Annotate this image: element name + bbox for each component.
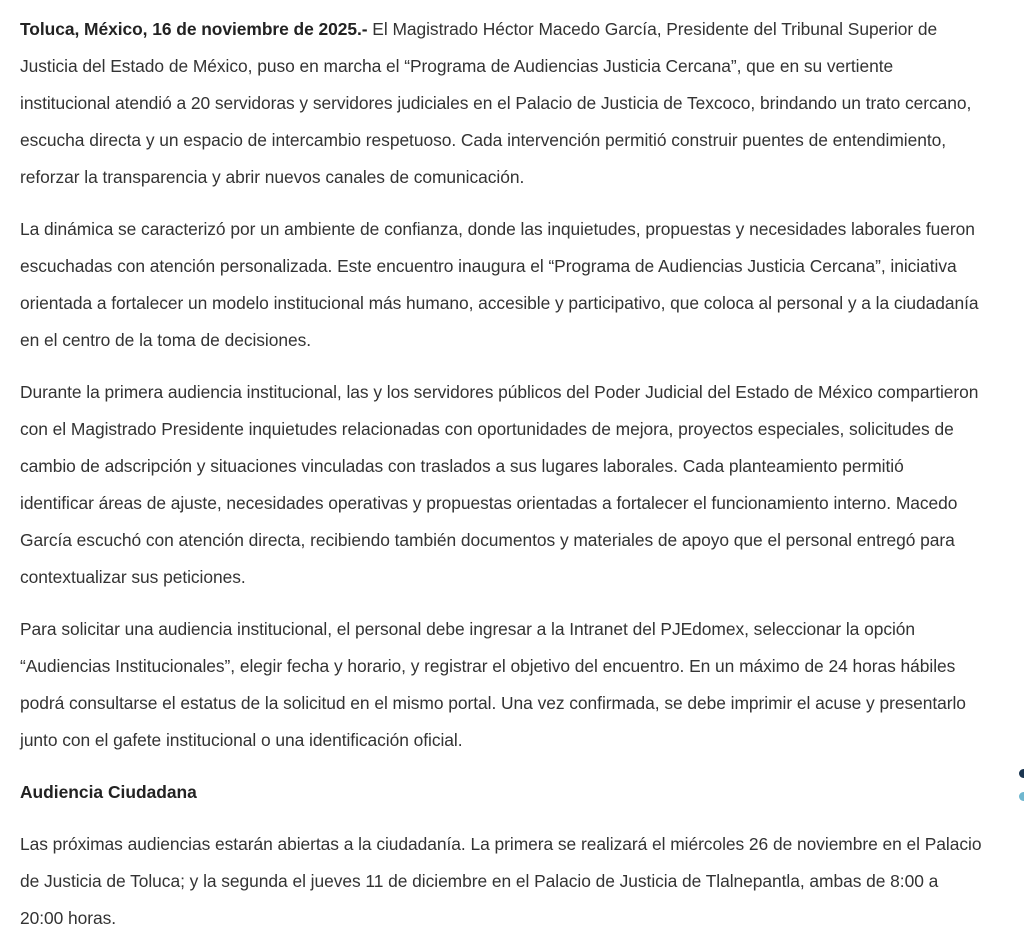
paragraph-intro-text: El Magistrado Héctor Macedo García, Presidente del Tribunal Superior de Justicia del Estado de México, puso en marcha el “Programa de Audiencias Justicia Cercana”, que en su vertiente institucional atendió a 20 servidoras y servidores judiciales en el Palacio de Justicia de Texcoco, brindando un trato cercano, escucha directa y un espacio de intercambio respetuoso. Cada intervención permitió construir puentes de entendimiento, reforzar la transparencia y abrir nuevos canales de comunicación.: [20, 19, 972, 187]
dateline: Toluca, México, 16 de noviembre de 2025.-: [20, 19, 368, 39]
paragraph-citizen-hearings: Las próximas audiencias estarán abiertas a la ciudadanía. La primera se realizará el miércoles 26 de noviembre en el Palacio de Justicia de Toluca; y la segunda el jueves 11 de diciembre en el Palacio de Justicia de Tlalnepantla, ambas de 8:00 a 20:00 horas.: [20, 834, 982, 928]
paragraph-first-hearing: Durante la primera audiencia institucional, las y los servidores públicos del Poder Judicial del Estado de México compartieron con el Magistrado Presidente inquietudes relacionadas con oportunidades de mejora, proyectos especiales, solicitudes de cambio de adscripción y situaciones vinculadas con traslados a sus lugares laborales. Cada planteamiento permitió identificar áreas de ajuste, necesidades operativas y propuestas orientadas a fortalecer el funcionamiento interno. Macedo García escuchó con atención directa, recibiendo también documentos y materiales de apoyo que el personal entregó para contextualizar sus peticiones.: [20, 382, 979, 587]
article-body: [20, 11, 982, 952]
paragraph-how-to-request: Para solicitar una audiencia institucional, el personal debe ingresar a la Intranet del PJEdomex, seleccionar la opción “Audiencias Institucionales”, elegir fecha y horario, y registrar el objetivo del encuentro. En un máximo de 24 horas hábiles podrá consultarse el estatus de la solicitud en el mismo portal. Una vez confirmada, se debe imprimir el acuse y presentarlo junto con el gafete institucional o una identificación oficial.: [20, 619, 966, 750]
paragraph-dynamics: La dinámica se caracterizó por un ambiente de confianza, donde las inquietudes, propuestas y necesidades laborales fueron escuchadas con atención personalizada. Este encuentro inaugura el “Programa de Audiencias Justicia Cercana”, iniciativa orientada a fortalecer un modelo institucional más humano, accesible y participativo, que coloca al personal y a la ciudadanía en el centro de la toma de decisiones.: [20, 219, 979, 350]
floating-widget-edge[interactable]: [1019, 769, 1024, 778]
floating-widget-edge-secondary[interactable]: [1019, 792, 1024, 801]
paragraph-intro: [20, 11, 982, 196]
section-heading: Audiencia Ciudadana: [20, 782, 197, 802]
